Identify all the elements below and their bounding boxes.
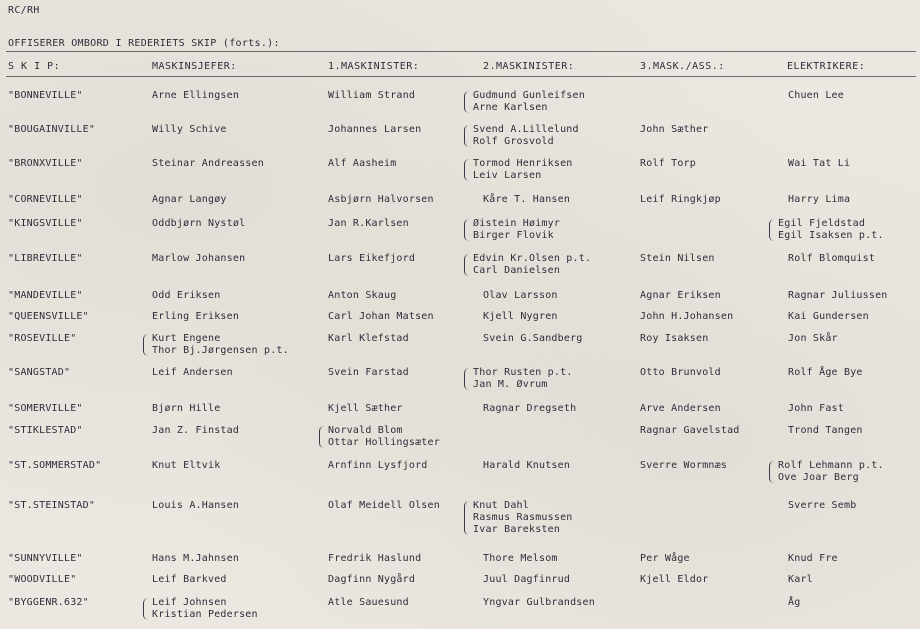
third-engineer-cell xyxy=(640,253,715,265)
electrician: John Fast xyxy=(788,403,844,414)
first-engineer: Norvald Blom xyxy=(328,425,403,436)
electrician: Rolf Blomquist xyxy=(788,253,876,264)
third-engineer: John Sæther xyxy=(640,124,709,135)
third-engineer-cell xyxy=(640,124,708,136)
ship-name: "BRONXVILLE" xyxy=(8,158,83,169)
electrician-cell xyxy=(788,90,844,102)
second-engineer-cell xyxy=(483,460,570,472)
electrician: Ragnar Juliussen xyxy=(788,290,888,301)
third-engineer: Arve Andersen xyxy=(640,403,721,414)
electrician: Sverre Semb xyxy=(788,500,857,511)
third-engineer: Sverre Wormnæs xyxy=(640,460,728,471)
second-engineer: Ragnar Dregseth xyxy=(483,403,577,414)
third-engineer: Rolf Torp xyxy=(640,158,696,169)
chief-engineer-cell xyxy=(152,158,264,170)
second-engineer: Harald Knutsen xyxy=(483,460,571,471)
second-engineer: Rasmus Rasmussen xyxy=(473,512,573,523)
second-engineer: Yngvar Gulbrandsen xyxy=(483,597,595,608)
ship-name-cell xyxy=(8,253,83,265)
second-engineer: Thor Rusten p.t. xyxy=(473,367,573,378)
first-engineer-cell xyxy=(328,574,415,586)
second-engineer: Ivar Bareksten xyxy=(473,524,561,535)
chief-engineer: Leif Andersen xyxy=(152,367,233,378)
ship-name: "SOMERVILLE" xyxy=(8,403,83,414)
first-engineer-cell xyxy=(328,597,409,609)
ship-name-cell xyxy=(8,218,83,230)
ship-name-cell xyxy=(8,574,76,586)
first-engineer-cell xyxy=(328,500,440,512)
ship-name-cell xyxy=(8,500,95,512)
column-header-ship: S K I P: xyxy=(8,61,61,72)
first-engineer-cell xyxy=(328,194,434,206)
ship-name: "STIKLESTAD" xyxy=(8,425,83,436)
third-engineer: Leif Ringkjøp xyxy=(640,194,721,205)
electrician: Wai Tat Li xyxy=(788,158,851,169)
first-engineer: Atle Sauesund xyxy=(328,597,409,608)
second-engineer-cell xyxy=(464,158,573,182)
third-engineer: Kjell Eldor xyxy=(640,574,709,585)
second-engineer: Edvin Kr.Olsen p.t. xyxy=(473,253,592,264)
ship-name: "BONNEVILLE" xyxy=(8,90,83,101)
chief-engineer-cell xyxy=(143,597,258,621)
second-engineer-cell xyxy=(483,574,570,586)
electrician-cell xyxy=(788,597,800,609)
ship-name-cell xyxy=(8,597,89,609)
electrician: Knud Fre xyxy=(788,553,838,564)
chief-engineer-cell xyxy=(152,460,220,472)
electrician: Harry Lima xyxy=(788,194,851,205)
electrician-cell xyxy=(788,158,850,170)
chief-engineer: Knut Eltvik xyxy=(152,460,221,471)
ship-name-cell xyxy=(8,460,101,472)
chief-engineer: Jan Z. Finstad xyxy=(152,425,240,436)
reference-code: RC/RH xyxy=(8,5,40,16)
electrician: Egil Isaksen p.t. xyxy=(778,230,884,241)
chief-engineer: Steinar Andreassen xyxy=(152,158,264,169)
chief-engineer-cell xyxy=(152,253,245,265)
chief-engineer: Leif Barkved xyxy=(152,574,227,585)
chief-engineer-cell xyxy=(152,290,220,302)
third-engineer-cell xyxy=(640,367,721,379)
second-engineer-cell xyxy=(483,553,558,565)
first-engineer-cell xyxy=(328,311,434,323)
chief-engineer: Thor Bj.Jørgensen p.t. xyxy=(152,345,289,356)
chief-engineer: Bjørn Hille xyxy=(152,403,221,414)
third-engineer: Ragnar Gavelstad xyxy=(640,425,740,436)
column-header-third: 3.MASK./ASS.: xyxy=(640,61,725,72)
first-engineer-cell xyxy=(319,425,440,449)
chief-engineer-cell xyxy=(152,553,239,565)
chief-engineer-cell xyxy=(143,333,289,357)
ship-name-cell xyxy=(8,290,83,302)
first-engineer: Carl Johan Matsen xyxy=(328,311,434,322)
header-rule-top xyxy=(6,51,916,52)
ship-name-cell xyxy=(8,311,89,323)
first-engineer: Jan R.Karlsen xyxy=(328,218,409,229)
chief-engineer: Kristian Pedersen xyxy=(152,609,258,620)
electrician-cell xyxy=(788,253,875,265)
electrician: Chuen Lee xyxy=(788,90,844,101)
column-header-chief: MASKINSJEFER: xyxy=(152,61,237,72)
electrician-cell xyxy=(788,425,863,437)
ship-name: "WOODVILLE" xyxy=(8,574,77,585)
first-engineer: Karl Klefstad xyxy=(328,333,409,344)
electrician-cell xyxy=(788,553,838,565)
second-engineer-cell xyxy=(464,500,573,536)
ship-name: "SANGSTAD" xyxy=(8,367,71,378)
chief-engineer-cell xyxy=(152,218,245,230)
chief-engineer-cell xyxy=(152,124,227,136)
chief-engineer: Louis A.Hansen xyxy=(152,500,240,511)
chief-engineer-cell xyxy=(152,500,239,512)
ship-name-cell xyxy=(8,553,83,565)
second-engineer-cell xyxy=(483,403,576,415)
first-engineer: Anton Skaug xyxy=(328,290,397,301)
second-engineer-cell xyxy=(483,333,583,345)
third-engineer: John H.Johansen xyxy=(640,311,734,322)
second-engineer: Jan M. Øvrum xyxy=(473,379,548,390)
third-engineer-cell xyxy=(640,403,721,415)
third-engineer-cell xyxy=(640,333,708,345)
third-engineer-cell xyxy=(640,553,690,565)
electrician-cell xyxy=(788,403,844,415)
chief-engineer: Hans M.Jahnsen xyxy=(152,553,240,564)
first-engineer: Dagfinn Nygård xyxy=(328,574,416,585)
second-engineer-cell xyxy=(483,597,595,609)
second-engineer: Carl Danielsen xyxy=(473,265,561,276)
ship-name: "KINGSVILLE" xyxy=(8,218,83,229)
first-engineer-cell xyxy=(328,403,403,415)
second-engineer-cell xyxy=(464,253,591,277)
second-engineer-cell xyxy=(483,311,558,323)
second-engineer: Rolf Grosvold xyxy=(473,136,554,147)
ship-name: "LIBREVILLE" xyxy=(8,253,83,264)
third-engineer-cell xyxy=(640,290,721,302)
electrician: Trond Tangen xyxy=(788,425,863,436)
electrician: Karl xyxy=(788,574,813,585)
first-engineer-cell xyxy=(328,553,421,565)
electrician: Åg xyxy=(788,597,801,608)
chief-engineer: Agnar Langøy xyxy=(152,194,227,205)
second-engineer-cell xyxy=(464,124,579,148)
first-engineer-cell xyxy=(328,90,415,102)
first-engineer-cell xyxy=(328,218,409,230)
first-engineer-cell xyxy=(328,124,421,136)
first-engineer-cell xyxy=(328,333,409,345)
chief-engineer-cell xyxy=(152,194,227,206)
electrician: Egil Fjeldstad xyxy=(778,218,866,229)
chief-engineer: Erling Eriksen xyxy=(152,311,240,322)
electrician: Rolf Lehmann p.t. xyxy=(778,460,884,471)
chief-engineer-cell xyxy=(152,425,239,437)
third-engineer: Otto Brunvold xyxy=(640,367,721,378)
ship-name: "BOUGAINVILLE" xyxy=(8,124,96,135)
second-engineer-cell xyxy=(483,194,570,206)
ship-name: "SUNNYVILLE" xyxy=(8,553,83,564)
first-engineer: Kjell Sæther xyxy=(328,403,403,414)
ship-name: "MANDEVILLE" xyxy=(8,290,83,301)
second-engineer: Juul Dagfinrud xyxy=(483,574,571,585)
third-engineer: Roy Isaksen xyxy=(640,333,709,344)
first-engineer: Ottar Hollingsæter xyxy=(328,437,440,448)
first-engineer: Alf Aasheim xyxy=(328,158,397,169)
first-engineer: Fredrik Haslund xyxy=(328,553,422,564)
chief-engineer-cell xyxy=(152,367,233,379)
ship-name: "ST.STEINSTAD" xyxy=(8,500,96,511)
chief-engineer: Willy Schive xyxy=(152,124,227,135)
first-engineer-cell xyxy=(328,253,415,265)
chief-engineer: Kurt Engene xyxy=(152,333,221,344)
second-engineer: Kåre T. Hansen xyxy=(483,194,571,205)
second-engineer: Svein G.Sandberg xyxy=(483,333,583,344)
chief-engineer-cell xyxy=(152,311,239,323)
ship-name: "ROSEVILLE" xyxy=(8,333,77,344)
document-heading: OFFISERER OMBORD I REDERIETS SKIP (forts.): xyxy=(8,38,280,49)
electrician-cell xyxy=(788,311,869,323)
first-engineer-cell xyxy=(328,460,428,472)
second-engineer: Gudmund Gunleifsen xyxy=(473,90,585,101)
electrician-cell xyxy=(788,290,888,302)
column-header-first: 1.MASKINISTER: xyxy=(328,61,420,72)
third-engineer: Agnar Eriksen xyxy=(640,290,721,301)
second-engineer: Tormod Henriksen xyxy=(473,158,573,169)
ship-name: "QUEENSVILLE" xyxy=(8,311,89,322)
second-engineer-cell xyxy=(483,290,558,302)
electrician: Kai Gundersen xyxy=(788,311,869,322)
electrician: Ove Joar Berg xyxy=(778,472,859,483)
ship-name: "CORNEVILLE" xyxy=(8,194,83,205)
second-engineer: Arne Karlsen xyxy=(473,102,548,113)
second-engineer: Olav Larsson xyxy=(483,290,558,301)
chief-engineer: Oddbjørn Nystøl xyxy=(152,218,246,229)
chief-engineer: Odd Eriksen xyxy=(152,290,221,301)
second-engineer: Thore Melsom xyxy=(483,553,558,564)
ship-name: "BYGGENR.632" xyxy=(8,597,89,608)
header-rule-bottom xyxy=(6,76,916,77)
third-engineer-cell xyxy=(640,460,727,472)
electrician-cell xyxy=(788,574,813,586)
ship-name: "ST.SOMMERSTAD" xyxy=(8,460,102,471)
electrician-cell xyxy=(788,367,863,379)
ship-name-cell xyxy=(8,403,83,415)
column-header-second: 2.MASKINISTER: xyxy=(483,61,575,72)
ship-name-cell xyxy=(8,333,76,345)
third-engineer: Per Wåge xyxy=(640,553,690,564)
third-engineer-cell xyxy=(640,194,721,206)
chief-engineer-cell xyxy=(152,403,220,415)
electrician-cell xyxy=(788,333,838,345)
first-engineer-cell xyxy=(328,367,409,379)
electrician: Rolf Åge Bye xyxy=(788,367,863,378)
third-engineer: Stein Nilsen xyxy=(640,253,715,264)
ship-name-cell xyxy=(8,367,70,379)
electrician-cell xyxy=(788,500,856,512)
first-engineer: Johannes Larsen xyxy=(328,124,422,135)
first-engineer: William Strand xyxy=(328,90,416,101)
electrician-cell xyxy=(788,194,850,206)
second-engineer-cell xyxy=(464,367,573,391)
first-engineer: Svein Farstad xyxy=(328,367,409,378)
third-engineer-cell xyxy=(640,158,696,170)
first-engineer: Asbjørn Halvorsen xyxy=(328,194,434,205)
third-engineer-cell xyxy=(640,425,740,437)
second-engineer: Knut Dahl xyxy=(473,500,529,511)
electrician-cell xyxy=(769,460,884,484)
first-engineer-cell xyxy=(328,290,396,302)
second-engineer: Svend A.Lillelund xyxy=(473,124,579,135)
second-engineer: Leiv Larsen xyxy=(473,170,542,181)
third-engineer-cell xyxy=(640,574,708,586)
second-engineer-cell xyxy=(464,90,585,114)
ship-name-cell xyxy=(8,425,83,437)
first-engineer: Olaf Meidell Olsen xyxy=(328,500,440,511)
ship-name-cell xyxy=(8,90,83,102)
first-engineer-cell xyxy=(328,158,396,170)
chief-engineer-cell xyxy=(152,574,227,586)
ship-name-cell xyxy=(8,158,83,170)
chief-engineer: Arne Ellingsen xyxy=(152,90,240,101)
second-engineer: Birger Flovik xyxy=(473,230,554,241)
first-engineer: Lars Eikefjord xyxy=(328,253,416,264)
chief-engineer: Leif Johnsen xyxy=(152,597,227,608)
third-engineer-cell xyxy=(640,311,733,323)
chief-engineer: Marlow Johansen xyxy=(152,253,246,264)
electrician-cell xyxy=(769,218,884,242)
ship-name-cell xyxy=(8,124,95,136)
ship-name-cell xyxy=(8,194,83,206)
second-engineer-cell xyxy=(464,218,560,242)
first-engineer: Arnfinn Lysfjord xyxy=(328,460,428,471)
column-header-electricians: ELEKTRIKERE: xyxy=(787,61,866,72)
second-engineer: Kjell Nygren xyxy=(483,311,558,322)
chief-engineer-cell xyxy=(152,90,239,102)
second-engineer: Øistein Høimyr xyxy=(473,218,561,229)
electrician: Jon Skår xyxy=(788,333,838,344)
